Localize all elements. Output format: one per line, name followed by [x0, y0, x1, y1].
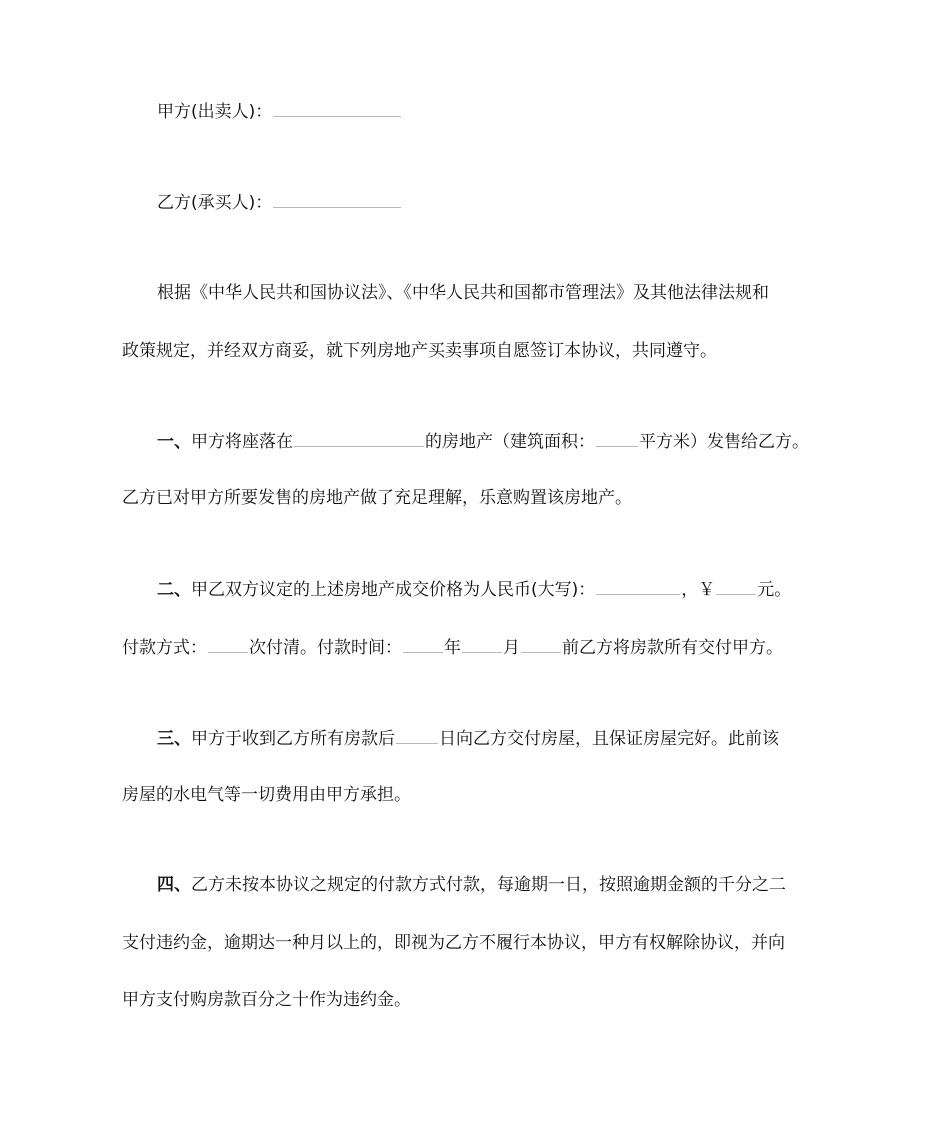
party-a-line — [157, 98, 402, 124]
clause-3-text-b: 日向乙方交付房屋，且保证房屋完好。此前该 — [439, 729, 779, 749]
month-label: 月 — [503, 638, 520, 658]
clause-1-text-b: 的房地产（建筑面积： — [425, 432, 595, 452]
preamble-line-1: 根据《中华人民共和国协议法》、《中华人民共和国都市管理法》及其他法律法规和 — [157, 283, 769, 303]
clause-2-text-a: 甲乙双方议定的上述房地产成交价格为人民币(大写)： — [191, 580, 596, 600]
party-b-line — [157, 189, 402, 215]
installments-blank[interactable] — [208, 634, 248, 653]
property-location-blank[interactable] — [294, 428, 424, 447]
year-label: 年 — [444, 638, 461, 658]
clause-4-number: 四、 — [157, 875, 191, 895]
clause-3-line-2: 房屋的水电气等一切费用由甲方承担。 — [122, 785, 411, 805]
payment-year-blank[interactable] — [403, 634, 443, 653]
payment-month-blank[interactable] — [462, 634, 502, 653]
clause-1-number: 一、 — [157, 432, 191, 452]
party-a-label: 甲方(出卖人)： — [157, 102, 273, 122]
delivery-days-blank[interactable] — [396, 725, 438, 744]
clause-1-text-c: 平方米）发售给乙方。 — [639, 432, 809, 452]
preamble-line-2: 政策规定，并经双方商妥，就下列房地产买卖事项自愿签订本协议，共同遵守。 — [122, 341, 717, 361]
clause-3-line-1 — [157, 725, 779, 751]
clause-1-line-1 — [157, 428, 809, 454]
building-area-blank[interactable] — [596, 428, 638, 447]
clause-2-text-b: ，￥ — [681, 580, 716, 600]
clause-1-text-a: 甲方将座落在 — [191, 432, 293, 452]
clause-2-text-c: 元。 — [757, 580, 792, 600]
clause-3-number: 三、 — [157, 729, 191, 749]
price-words-blank[interactable] — [596, 576, 680, 595]
clause-4-text-a: 乙方未按本协议之规定的付款方式付款，每逾期一日，按照逾期金额的千分之二 — [191, 875, 786, 895]
payment-day-blank[interactable] — [521, 634, 561, 653]
party-b-label: 乙方(承买人)： — [157, 193, 273, 213]
clause-3-text-a: 甲方于收到乙方所有房款后 — [191, 729, 395, 749]
price-number-blank[interactable] — [716, 576, 756, 595]
clause-1-line-2: 乙方已对甲方所要发售的房地产做了充足理解，乐意购置该房地产。 — [122, 488, 632, 508]
party-a-blank[interactable] — [273, 98, 401, 117]
payment-time-label: 次付清。付款时间： — [249, 638, 402, 658]
clause-2-text-d: 前乙方将房款所有交付甲方。 — [562, 638, 783, 658]
clause-2-line-2 — [122, 634, 783, 660]
clause-4-line-1 — [157, 873, 786, 897]
clause-2-line-1 — [157, 576, 791, 602]
clause-4-line-3: 甲方支付购房款百分之十作为违约金。 — [122, 990, 411, 1010]
clause-2-number: 二、 — [157, 580, 191, 600]
clause-4-line-2: 支付违约金，逾期达一种月以上的，即视为乙方不履行本协议，甲方有权解除协议，并向 — [122, 933, 785, 953]
party-b-blank[interactable] — [273, 189, 401, 208]
payment-method-label: 付款方式： — [122, 638, 207, 658]
